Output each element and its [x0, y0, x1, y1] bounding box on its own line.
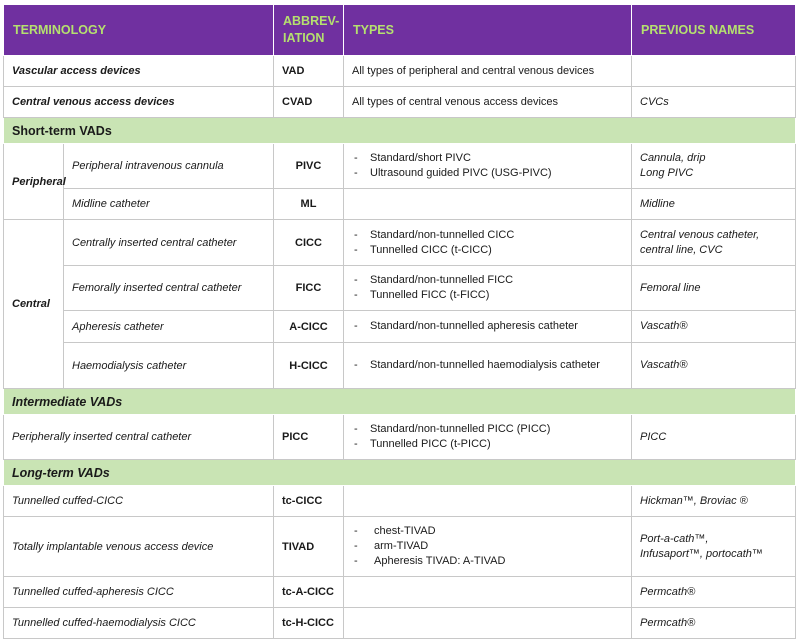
table-row	[4, 144, 796, 189]
term-cell: Peripherally inserted central catheter	[4, 415, 274, 460]
term-cell: Haemodialysis catheter	[64, 343, 274, 389]
list-item: - Standard/non-tunnelled apheresis catheter	[352, 319, 623, 334]
previous-name: Cannula, drip	[640, 152, 706, 164]
previous-names-cell: Vascath®	[632, 311, 796, 343]
table-row	[4, 343, 796, 389]
group-label-central: Central	[4, 220, 64, 389]
term-cell: Midline catheter	[64, 189, 274, 220]
term-cell: Centrally inserted central catheter	[64, 220, 274, 266]
header-abbreviation-line1: ABBREV-	[283, 14, 340, 28]
types-list	[352, 228, 623, 258]
abbreviation-cell: CICC	[274, 220, 344, 266]
previous-name: Port-a-cath™,	[640, 532, 709, 545]
table-row	[4, 517, 796, 577]
types-list	[352, 273, 623, 303]
table-row	[4, 311, 796, 343]
list-item: - Standard/non-tunnelled PICC (PICC)	[352, 422, 623, 437]
types-list	[352, 524, 623, 569]
header-terminology: TERMINOLOGY	[4, 5, 274, 56]
term-cell: Totally implantable venous access device	[4, 517, 274, 577]
table-row	[4, 266, 796, 311]
group-label-peripheral: Peripheral	[4, 144, 64, 220]
table-row	[4, 415, 796, 460]
list-item: - Apheresis TIVAD: A-TIVAD	[352, 554, 623, 569]
types-cell	[344, 415, 632, 460]
abbreviation-cell: CVAD	[274, 87, 344, 118]
list-item: - chest-TIVAD	[352, 524, 623, 539]
term-cell: Peripheral intravenous cannula	[64, 144, 274, 189]
abbreviation-cell: FICC	[274, 266, 344, 311]
abbreviation-cell: tc-CICC	[274, 486, 344, 517]
types-cell	[344, 144, 632, 189]
term-cell: Tunnelled cuffed-CICC	[4, 486, 274, 517]
header-previous-names: PREVIOUS NAMES	[632, 5, 796, 56]
table-row	[4, 56, 796, 87]
types-list	[352, 422, 623, 452]
section-row-short-term	[4, 118, 796, 144]
types-cell	[344, 608, 632, 639]
previous-names-cell: CVCs	[632, 87, 796, 118]
types-cell	[344, 220, 632, 266]
section-title: Long-term VADs	[4, 460, 796, 486]
list-item: - Ultrasound guided PIVC (USG-PIVC)	[352, 166, 623, 181]
previous-names-cell: Vascath®	[632, 343, 796, 389]
previous-names-cell	[632, 144, 796, 189]
list-item: - Standard/non-tunnelled haemodialysis catheter	[352, 358, 623, 373]
table-row	[4, 577, 796, 608]
previous-name: Long PIVC	[640, 167, 694, 179]
abbreviation-cell: H-CICC	[274, 343, 344, 389]
types-cell	[344, 189, 632, 220]
previous-name: Infusaport™, portocath™	[640, 547, 763, 560]
term-cell: Apheresis catheter	[64, 311, 274, 343]
term-cell: Central venous access devices	[4, 87, 274, 118]
types-list	[352, 151, 623, 181]
header-types: TYPES	[344, 5, 632, 56]
term-cell: Vascular access devices	[4, 56, 274, 87]
previous-names-cell: Permcath®	[632, 577, 796, 608]
table-row	[4, 189, 796, 220]
section-title: Intermediate VADs	[4, 389, 796, 415]
term-cell: Tunnelled cuffed-apheresis CICC	[4, 577, 274, 608]
types-list	[352, 358, 623, 373]
previous-names-cell: Hickman™, Broviac ®	[632, 486, 796, 517]
list-item: - Standard/non-tunnelled CICC	[352, 228, 623, 243]
list-item: - Tunnelled CICC (t-CICC)	[352, 243, 623, 258]
vad-terminology-table	[3, 4, 796, 639]
abbreviation-cell: PIVC	[274, 144, 344, 189]
previous-names-cell: PICC	[632, 415, 796, 460]
types-cell	[344, 517, 632, 577]
list-item: - Standard/non-tunnelled FICC	[352, 273, 623, 288]
previous-names-cell: Permcath®	[632, 608, 796, 639]
previous-names-cell: Midline	[632, 189, 796, 220]
section-title: Short-term VADs	[4, 118, 796, 144]
list-item: - Tunnelled FICC (t-FICC)	[352, 288, 623, 303]
table-row	[4, 486, 796, 517]
list-item: - arm-TIVAD	[352, 539, 623, 554]
header-abbreviation	[274, 5, 344, 56]
previous-names-cell	[632, 517, 796, 577]
types-list	[352, 319, 623, 334]
table-row	[4, 220, 796, 266]
previous-names-cell	[632, 220, 796, 266]
list-item: - Tunnelled PICC (t-PICC)	[352, 437, 623, 452]
abbreviation-cell: A-CICC	[274, 311, 344, 343]
previous-name: central line, CVC	[640, 243, 723, 256]
table-row	[4, 87, 796, 118]
abbreviation-cell: ML	[274, 189, 344, 220]
types-cell	[344, 577, 632, 608]
list-item: - Standard/short PIVC	[352, 151, 623, 166]
types-cell	[344, 343, 632, 389]
abbreviation-cell: VAD	[274, 56, 344, 87]
types-cell	[344, 311, 632, 343]
previous-names-cell: Femoral line	[632, 266, 796, 311]
table-row	[4, 608, 796, 639]
term-cell: Femorally inserted central catheter	[64, 266, 274, 311]
header-abbreviation-line2: IATION	[283, 31, 325, 45]
header-row	[4, 5, 796, 56]
previous-names-cell	[632, 56, 796, 87]
abbreviation-cell: TIVAD	[274, 517, 344, 577]
abbreviation-cell: tc-H-CICC	[274, 608, 344, 639]
abbreviation-cell: PICC	[274, 415, 344, 460]
previous-name: Central venous catheter,	[640, 228, 760, 241]
types-cell: All types of peripheral and central venous devices	[344, 56, 632, 87]
abbreviation-cell: tc-A-CICC	[274, 577, 344, 608]
term-cell: Tunnelled cuffed-haemodialysis CICC	[4, 608, 274, 639]
section-row-long-term	[4, 460, 796, 486]
types-cell: All types of central venous access devices	[344, 87, 632, 118]
section-row-intermediate	[4, 389, 796, 415]
types-cell	[344, 486, 632, 517]
types-cell	[344, 266, 632, 311]
